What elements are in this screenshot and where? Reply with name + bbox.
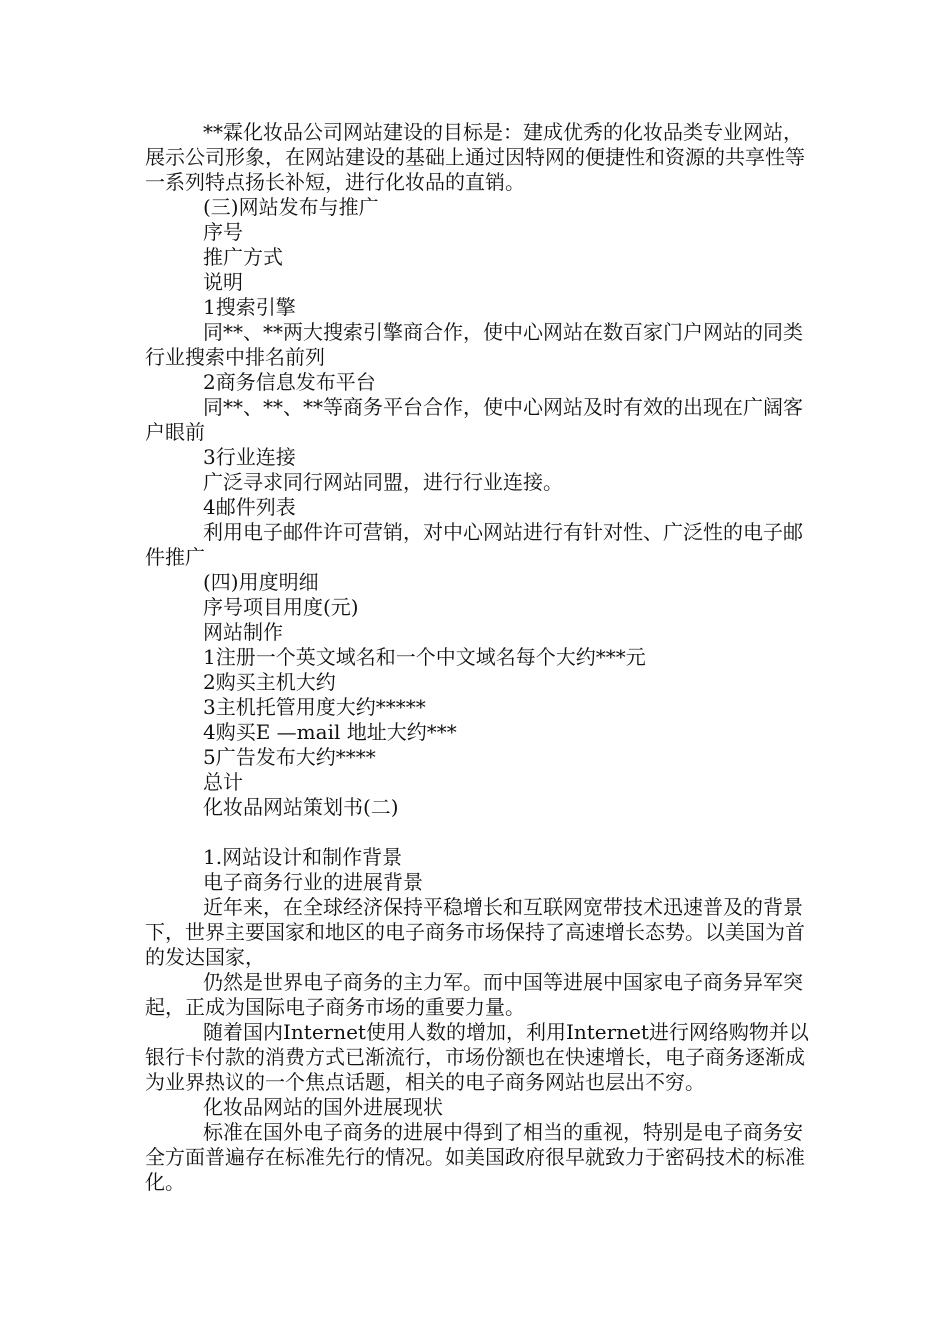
- cost-category-website: 网站制作: [203, 620, 283, 644]
- heading-site-publish-promotion: (三)网站发布与推广: [203, 195, 379, 219]
- paragraph-standards: 标准在国外电子商务的进展中得到了相当的重视，特别是电子商务安全方面普遍存在标准先行的情况。如美国政府很早就致力于密码技术的标准化。: [145, 1120, 805, 1194]
- document-body: [145, 120, 810, 1195]
- promo-desc-industry-link: 广泛寻求同行网站同盟，进行行业连接。: [203, 470, 563, 494]
- promo-item-business-platform: 2商务信息发布平台: [203, 370, 376, 394]
- table-header-method: 推广方式: [203, 245, 283, 269]
- promo-item-mailing-list: 4邮件列表: [203, 495, 296, 519]
- paragraph-global-growth: 近年来，在全球经济保持平稳增长和互联网宽带技术迅速普及的背景下，世界主要国家和地区的电子商务市场保持了高速增长态势。以美国为首的发达国家，: [145, 895, 805, 969]
- section-title-plan-two: 化妆品网站策划书(二): [203, 795, 399, 819]
- heading-design-background: 1.网站设计和制作背景: [203, 845, 403, 869]
- subheading-foreign-status: 化妆品网站的国外进展现状: [203, 1095, 443, 1119]
- subheading-ecommerce-background: 电子商务行业的进展背景: [203, 870, 423, 894]
- cost-item-email: 4购买E —mail 地址大约***: [203, 720, 457, 744]
- cost-table-header: 序号项目用度(元): [203, 595, 359, 619]
- paragraph-main-force: 仍然是世界电子商务的主力军。而中国等进展中国家电子商务异军突起，正成为国际电子商务市场的重要力量。: [145, 970, 803, 1019]
- promo-desc-mailing-list: 利用电子邮件许可营销，对中心网站进行有针对性、广泛性的电子邮件推广: [145, 520, 803, 569]
- table-header-index: 序号: [203, 220, 243, 244]
- promo-desc-search-engine: 同**、**两大搜索引擎商合作，使中心网站在数百家门户网站的同类行业搜索中排名前列: [145, 320, 803, 369]
- heading-cost-details: (四)用度明细: [203, 570, 319, 594]
- cost-item-host: 2购买主机大约: [203, 670, 336, 694]
- paragraph-goal: **霖化妆品公司网站建设的目标是：建成优秀的化妆品类专业网站，展示公司形象，在网站建设的基础上通过因特网的便捷性和资源的共享性等一系列特点扬长补短，进行化妆品的直销。: [145, 120, 805, 194]
- promo-item-search-engine: 1搜索引擎: [203, 295, 296, 319]
- promo-desc-business-platform: 同**、**、**等商务平台合作，使中心网站及时有效的出现在广阔客户眼前: [145, 395, 803, 444]
- cost-item-hosting: 3主机托管用度大约*****: [203, 695, 426, 719]
- blank-line: [145, 820, 810, 845]
- table-header-description: 说明: [203, 270, 243, 294]
- cost-item-domain: 1注册一个英文域名和一个中文域名每个大约***元: [203, 645, 646, 669]
- promo-item-industry-link: 3行业连接: [203, 445, 296, 469]
- paragraph-internet-users: 随着国内Internet使用人数的增加，利用Internet进行网络购物并以银行卡付款的消费方式已渐流行，市场份额也在快速增长，电子商务逐渐成为业界热议的一个焦点话题，相关的电子商务网站也层出不穷。: [145, 1020, 809, 1094]
- cost-total: 总计: [203, 770, 243, 794]
- cost-item-ads: 5广告发布大约****: [203, 745, 376, 769]
